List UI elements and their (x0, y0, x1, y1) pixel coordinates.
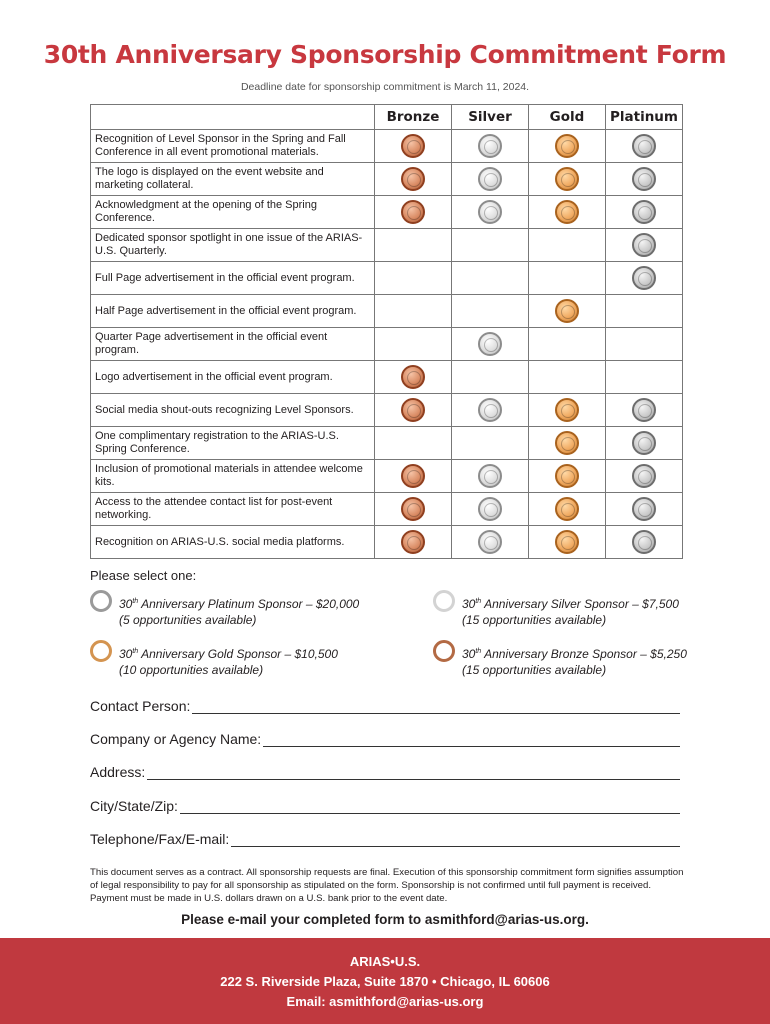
benefit-cell-silver (452, 328, 529, 361)
table-row (91, 262, 683, 295)
gold-medal-icon (555, 530, 579, 554)
table-row (91, 163, 683, 196)
gold-medal-icon (555, 167, 579, 191)
header-bronze: Bronze (375, 105, 452, 130)
benefit-cell-gold (529, 196, 606, 229)
benefit-cell-platinum (606, 460, 683, 493)
platinum-medal-icon (632, 266, 656, 290)
footer-banner (0, 938, 770, 1024)
benefit-cell-platinum (606, 361, 683, 394)
gold-medal-icon (555, 464, 579, 488)
city-state-zip-field[interactable] (90, 798, 680, 814)
benefit-cell-silver (452, 295, 529, 328)
benefit-cell-silver (452, 526, 529, 559)
option-text: 30 (119, 647, 133, 661)
gold-option-label[interactable] (119, 644, 338, 678)
platinum-option-radio[interactable] (90, 590, 112, 612)
benefit-cell-gold (529, 295, 606, 328)
benefit-cell-gold (529, 427, 606, 460)
option-text: 30 (462, 647, 476, 661)
header-gold: Gold (529, 105, 606, 130)
city-state-zip-line[interactable] (180, 801, 680, 814)
company-line[interactable] (263, 734, 680, 747)
benefit-description: Half Page advertisement in the official event program. (91, 295, 375, 328)
benefit-cell-gold (529, 460, 606, 493)
telephone-line[interactable] (231, 834, 680, 847)
benefit-description: Dedicated sponsor spotlight in one issue of the ARIAS-U.S. Quarterly. (91, 229, 375, 262)
telephone-label: Telephone/Fax/E-mail: (90, 831, 230, 847)
table-row (91, 394, 683, 427)
benefit-description: Full Page advertisement in the official event program. (91, 262, 375, 295)
benefit-cell-bronze (375, 427, 452, 460)
benefit-cell-platinum (606, 163, 683, 196)
table-row (91, 328, 683, 361)
benefit-description: Social media shout-outs recognizing Level Sponsors. (91, 394, 375, 427)
benefit-cell-bronze (375, 361, 452, 394)
benefit-description: One complimentary registration to the ARIAS-U.S. Spring Conference. (91, 427, 375, 460)
silver-medal-icon (478, 530, 502, 554)
benefit-cell-gold (529, 526, 606, 559)
benefit-cell-bronze (375, 526, 452, 559)
footer-address: 222 S. Riverside Plaza, Suite 1870 • Chicago, IL 60606 (220, 974, 550, 989)
benefit-cell-silver (452, 196, 529, 229)
benefit-cell-platinum (606, 394, 683, 427)
table-row (91, 229, 683, 262)
benefit-cell-bronze (375, 394, 452, 427)
platinum-medal-icon (632, 464, 656, 488)
bronze-medal-icon (401, 365, 425, 389)
header-silver: Silver (452, 105, 529, 130)
benefit-description: Logo advertisement in the official event program. (91, 361, 375, 394)
table-row (91, 526, 683, 559)
silver-medal-icon (478, 134, 502, 158)
benefit-cell-gold (529, 328, 606, 361)
platinum-medal-icon (632, 431, 656, 455)
table-row (91, 196, 683, 229)
bronze-option-label[interactable] (462, 644, 687, 678)
silver-option-radio[interactable] (433, 590, 455, 612)
option-sup: th (132, 598, 139, 605)
option-sup: th (475, 598, 482, 605)
option-availability: (10 opportunities available) (119, 663, 264, 677)
bronze-medal-icon (401, 530, 425, 554)
option-availability: (15 opportunities available) (462, 663, 607, 677)
benefit-description: Access to the attendee contact list for post-event networking. (91, 493, 375, 526)
option-sup: th (132, 648, 139, 655)
benefit-cell-gold (529, 229, 606, 262)
table-row (91, 460, 683, 493)
option-availability: (15 opportunities available) (462, 613, 607, 627)
benefit-cell-gold (529, 493, 606, 526)
option-text: Anniversary Bronze Sponsor – $5,250 (481, 647, 687, 661)
platinum-option-label[interactable] (119, 594, 359, 628)
form-title: 30th Anniversary Sponsorship Commitment Form (43, 40, 727, 69)
disclaimer-text: This document serves as a contract. All sponsorship requests are final. Execution of this sponsorship commitment form signifies assumption of legal responsibility to pay for all sponsorship as stipulated on the form. Sponsorship is not confirmed until full payment is received. Payment must be made in U.S. dollars drawn on a U.S. bank prior to the event date. (90, 867, 684, 904)
platinum-medal-icon (632, 200, 656, 224)
header-blank (91, 105, 375, 130)
footer-email[interactable]: Email: asmithford@arias-us.org (286, 994, 484, 1009)
option-text: Anniversary Silver Sponsor – $7,500 (481, 597, 679, 611)
benefit-description: Recognition on ARIAS-U.S. social media platforms. (91, 526, 375, 559)
silver-option-label[interactable] (462, 594, 679, 628)
benefit-cell-silver (452, 427, 529, 460)
benefit-cell-gold (529, 163, 606, 196)
address-line[interactable] (147, 767, 680, 780)
benefit-cell-silver (452, 361, 529, 394)
bronze-medal-icon (401, 464, 425, 488)
gold-medal-icon (555, 134, 579, 158)
platinum-medal-icon (632, 530, 656, 554)
benefit-cell-bronze (375, 295, 452, 328)
benefit-description: Inclusion of promotional materials in attendee welcome kits. (91, 460, 375, 493)
platinum-medal-icon (632, 134, 656, 158)
bronze-medal-icon (401, 134, 425, 158)
table-row (91, 427, 683, 460)
deadline-note: Deadline date for sponsorship commitment is March 11, 2024. (240, 81, 530, 93)
silver-medal-icon (478, 167, 502, 191)
benefit-cell-silver (452, 394, 529, 427)
benefit-cell-bronze (375, 196, 452, 229)
silver-medal-icon (478, 332, 502, 356)
platinum-medal-icon (632, 497, 656, 521)
benefit-cell-platinum (606, 493, 683, 526)
benefit-cell-silver (452, 229, 529, 262)
option-text: 30 (119, 597, 133, 611)
gold-option-radio[interactable] (90, 640, 112, 662)
header-platinum: Platinum (606, 105, 683, 130)
bronze-medal-icon (401, 497, 425, 521)
bronze-option-radio[interactable] (433, 640, 455, 662)
benefit-description: The logo is displayed on the event website and marketing collateral. (91, 163, 375, 196)
silver-medal-icon (478, 497, 502, 521)
platinum-medal-icon (632, 398, 656, 422)
option-sup: th (475, 648, 482, 655)
footer-org: ARIAS•U.S. (349, 954, 421, 969)
address-field[interactable] (90, 764, 680, 780)
gold-medal-icon (555, 398, 579, 422)
benefit-cell-bronze (375, 460, 452, 493)
option-text: Anniversary Platinum Sponsor – $20,000 (138, 597, 360, 611)
benefit-cell-gold (529, 130, 606, 163)
benefit-description: Quarter Page advertisement in the official event program. (91, 328, 375, 361)
bronze-medal-icon (401, 167, 425, 191)
gold-medal-icon (555, 200, 579, 224)
benefit-description: Acknowledgment at the opening of the Spring Conference. (91, 196, 375, 229)
company-label: Company or Agency Name: (90, 731, 262, 747)
option-text: 30 (462, 597, 476, 611)
benefit-cell-bronze (375, 163, 452, 196)
benefit-cell-bronze (375, 229, 452, 262)
benefit-cell-silver (452, 163, 529, 196)
gold-medal-icon (555, 431, 579, 455)
table-header-row (91, 105, 683, 130)
benefit-cell-bronze (375, 328, 452, 361)
benefit-cell-platinum (606, 196, 683, 229)
telephone-field[interactable] (90, 831, 680, 847)
benefit-cell-silver (452, 262, 529, 295)
contact-person-label: Contact Person: (90, 698, 191, 714)
table-row (91, 295, 683, 328)
benefit-cell-platinum (606, 130, 683, 163)
benefit-cell-bronze (375, 493, 452, 526)
benefit-cell-gold (529, 361, 606, 394)
benefit-cell-platinum (606, 328, 683, 361)
bronze-medal-icon (401, 200, 425, 224)
gold-medal-icon (555, 299, 579, 323)
benefit-cell-bronze (375, 130, 452, 163)
platinum-medal-icon (632, 233, 656, 257)
benefits-table (90, 104, 683, 559)
option-availability: (5 opportunities available) (119, 613, 257, 627)
email-instruction: Please e-mail your completed form to asmithford@arias-us.org. (181, 912, 589, 927)
city-state-zip-label: City/State/Zip: (90, 798, 178, 814)
gold-medal-icon (555, 497, 579, 521)
benefit-cell-platinum (606, 229, 683, 262)
silver-medal-icon (478, 200, 502, 224)
silver-medal-icon (478, 464, 502, 488)
platinum-medal-icon (632, 167, 656, 191)
benefit-cell-platinum (606, 295, 683, 328)
benefit-cell-silver (452, 130, 529, 163)
benefit-description: Recognition of Level Sponsor in the Spring and Fall Conference in all event promotional materials. (91, 130, 375, 163)
benefit-cell-platinum (606, 262, 683, 295)
benefit-cell-platinum (606, 526, 683, 559)
table-row (91, 493, 683, 526)
benefit-cell-silver (452, 493, 529, 526)
bronze-medal-icon (401, 398, 425, 422)
benefit-cell-bronze (375, 262, 452, 295)
contact-person-line[interactable] (192, 701, 680, 714)
benefit-cell-platinum (606, 427, 683, 460)
table-row (91, 130, 683, 163)
benefit-cell-gold (529, 262, 606, 295)
benefit-cell-silver (452, 460, 529, 493)
address-label: Address: (90, 764, 146, 780)
option-text: Anniversary Gold Sponsor – $10,500 (138, 647, 338, 661)
benefit-cell-gold (529, 394, 606, 427)
contact-person-field[interactable] (90, 698, 680, 714)
select-title: Please select one: (90, 568, 197, 583)
company-field[interactable] (90, 731, 680, 747)
silver-medal-icon (478, 398, 502, 422)
table-row (91, 361, 683, 394)
